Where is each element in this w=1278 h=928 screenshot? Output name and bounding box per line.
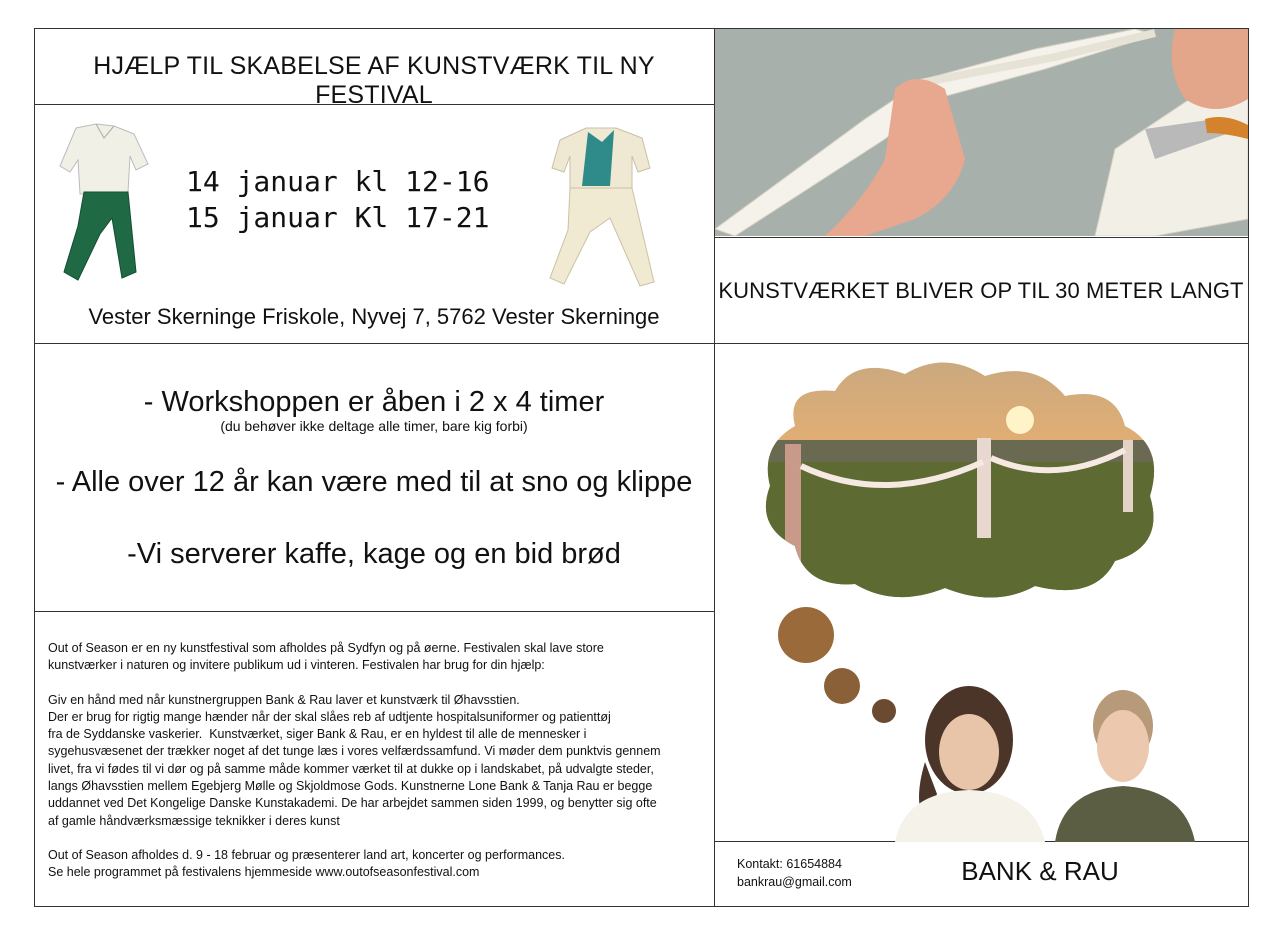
date-line-2: 15 januar Kl 17-21	[186, 201, 490, 234]
body-paragraph-2: Giv en hånd med når kunstnergruppen Bank & Rau laver et kunstværk til Øhavsstien. Der er brug for rigtig mange hænder når der skal slåes reb af udtjente hospitalsuniformer og patienttøj fra de Syddanske vaskerier. Kunstværket, siger Bank & Rau, er en hyldest til alle de mennesker i sygehusvæsenet der trækker noget af det tunge læs i vores velfærdssamfund. Vi møder dem punktvis gennem livet, fra vi fødes til vi dør og på samme måde kommer værket til at dukke op i landskabet, på udvalgte steder, langs Øhavsstien mellem Egebjerg Mølle og Skjoldmose Gods. Kunstnerne Lone Bank & Tanja Rau er begge uddannet ved Det Kongelige Danske Kunstakademi. De har arbejdet sammen siden 1999, og benytter sig ofte af gamle håndværksmæssige teknikker i deres kunst	[48, 692, 661, 828]
artist-portraits	[885, 682, 1215, 842]
divider-photo	[714, 237, 1249, 238]
contact-info	[737, 856, 852, 891]
thought-cloud-landscape	[755, 356, 1160, 606]
page-title: HJÆLP TIL SKABELSE AF KUNSTVÆRK TIL NY FESTIVAL	[93, 52, 655, 109]
bullet-age-limit: - Alle over 12 år kan være med til at sno og klippe	[55, 466, 693, 498]
bullet-workshop-hours: - Workshoppen er åben i 2 x 4 timer	[143, 386, 605, 418]
divider-bullets	[34, 611, 714, 612]
divider-dates	[34, 343, 1249, 344]
hospital-uniform-green-icon	[56, 122, 152, 284]
date-line-1: 14 januar kl 12-16	[186, 165, 490, 198]
photo-hands-illustration	[715, 29, 1248, 236]
body-text	[48, 640, 708, 882]
contact-phone: Kontakt: 61654884	[737, 857, 842, 871]
bullet-workshop-hours-note: (du behøver ikke deltage alle timer, bare kig forbi)	[220, 418, 528, 434]
body-paragraph-3: Out of Season afholdes d. 9 - 18 februar og præsenterer land art, koncerter og performances. Se hele programmet på festivalens hjemmeside www.outofseasonfestival.com	[48, 847, 565, 880]
artist-group-name: BANK & RAU	[961, 856, 1119, 886]
event-dates	[186, 164, 489, 236]
artwork-length-title: KUNSTVÆRKET BLIVER OP TIL 30 METER LANGT	[718, 278, 1244, 303]
hospital-uniform-white-icon	[546, 122, 658, 290]
body-paragraph-1: Out of Season er en ny kunstfestival som afholdes på Sydfyn og på øerne. Festivalen skal lave store kunstværker i naturen og invitere publikum ud i vinteren. Festivalen har brug for din hjælp:	[48, 641, 604, 673]
contact-email: bankrau@gmail.com	[737, 874, 852, 889]
venue-address: Vester Skerninge Friskole, Nyvej 7, 5762 Vester Skerninge	[88, 304, 660, 329]
photo-hands-twisting-fabric	[715, 29, 1248, 236]
thought-bubble-dots-icon	[776, 605, 900, 725]
bullet-refreshments: -Vi serverer kaffe, kage og en bid brød	[127, 538, 621, 570]
